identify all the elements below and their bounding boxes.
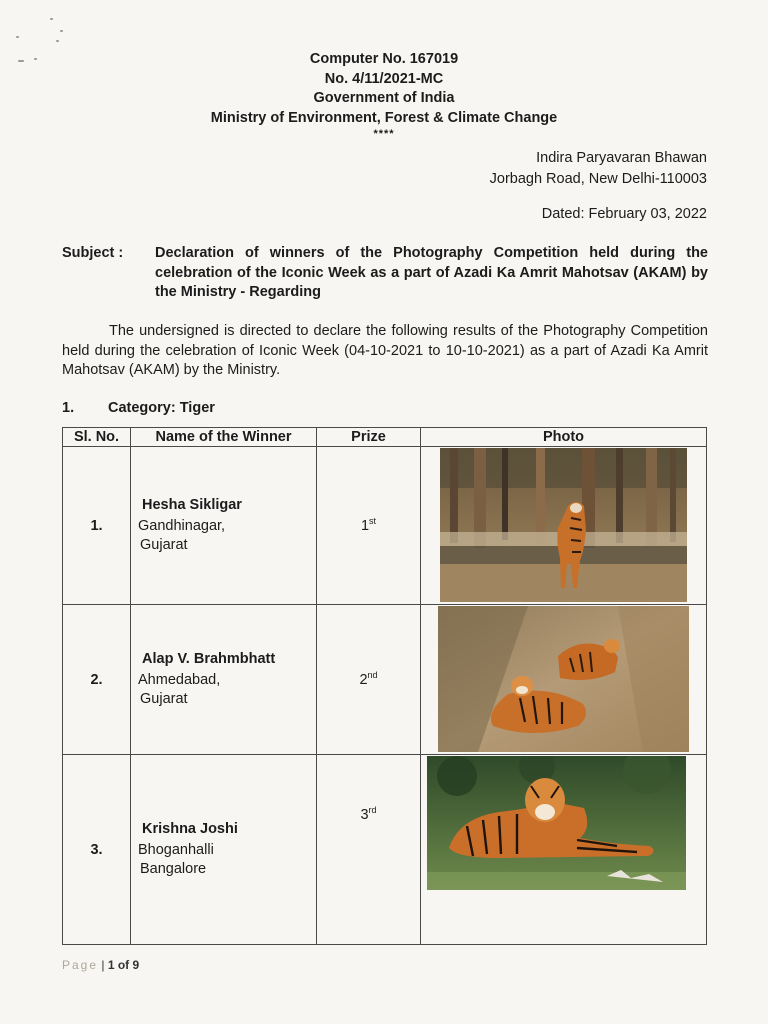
winner-name: Alap V. Brahmbhatt: [142, 650, 276, 667]
tiger-walking-forest-photo: [440, 448, 687, 602]
two-tigers-resting-photo: [438, 606, 689, 752]
address-line: Indira Paryavaran Bhawan: [536, 150, 707, 166]
photo-cell: [421, 447, 707, 605]
photo-cell: [421, 755, 707, 945]
prize-cell: [317, 755, 421, 945]
winner-cell: [131, 755, 317, 945]
prize-number: 2: [359, 671, 368, 688]
prize-cell: [317, 605, 421, 755]
winner-location: Ahmedabad,: [138, 671, 221, 688]
category-heading: [62, 400, 215, 416]
photo-cell: [421, 605, 707, 755]
footer-divider: |: [101, 958, 108, 972]
government-title: Government of India: [313, 90, 455, 106]
table-row: [63, 447, 707, 605]
page-word: Page: [62, 958, 99, 972]
header-sl-no: Sl. No.: [63, 428, 131, 447]
table-header-row: [63, 428, 707, 447]
tiger-lying-grass-photo: [427, 756, 686, 890]
prize-number: 1: [360, 517, 370, 534]
winner-location: Gandhinagar,: [138, 517, 226, 534]
winner-cell: [131, 447, 317, 605]
serial-number: 2.: [63, 605, 131, 755]
header-prize: Prize: [317, 428, 421, 447]
letter-header: [0, 50, 768, 140]
header-photo: Photo: [421, 428, 707, 447]
prize-cell: [317, 447, 421, 605]
page-footer: [62, 958, 139, 972]
winner-name: Krishna Joshi: [142, 820, 238, 837]
serial-number: 3.: [63, 755, 131, 945]
category-number: 1.: [62, 400, 75, 416]
results-table: [62, 427, 707, 945]
winner-name: Hesha Sikligar: [142, 496, 242, 513]
header-winner-name: Name of the Winner: [131, 428, 317, 447]
prize-suffix: rd: [368, 805, 377, 815]
subject-label: Subject :: [62, 245, 124, 261]
date-line: Dated: February 03, 2022: [541, 206, 707, 222]
subject-block: [62, 244, 708, 303]
category-label: Category: Tiger: [108, 400, 215, 416]
address-line: Jorbagh Road, New Delhi-110003: [489, 171, 707, 187]
winner-location: Gujarat: [140, 691, 188, 707]
prize-suffix: st: [369, 515, 377, 526]
subject-text: Declaration of winners of the Photography Competition held during the celebration of the Iconic Week as a part of Azadi Ka Amrit Mahotsav (AKAM) by the Ministry - Regarding: [155, 245, 708, 300]
winner-location: Bhoganhalli: [138, 841, 214, 858]
winner-cell: [131, 605, 317, 755]
winner-location: Gujarat: [140, 537, 188, 553]
body-paragraph: The undersigned is directed to declare the following results of the Photography Competition held during the celebration of Iconic Week (04-10-2021 to 10-10-2021) as a part of Azadi Ka Amrit Mahotsav (AKAM) by the Ministry.: [62, 323, 708, 378]
prize-suffix: nd: [367, 669, 378, 680]
address-block: [490, 148, 707, 190]
ministry-title: Ministry of Environment, Forest & Climate Change: [210, 109, 558, 126]
separator-stars: ****: [373, 128, 395, 140]
table-row: [63, 755, 707, 945]
prize-number: 3: [360, 807, 369, 823]
computer-number: Computer No. 167019: [309, 51, 459, 67]
page-number: 1 of 9: [107, 958, 140, 972]
serial-number: 1.: [63, 447, 131, 605]
winner-location: Bangalore: [140, 861, 207, 877]
file-number: No. 4/11/2021-MC: [324, 70, 444, 87]
table-row: [63, 605, 707, 755]
